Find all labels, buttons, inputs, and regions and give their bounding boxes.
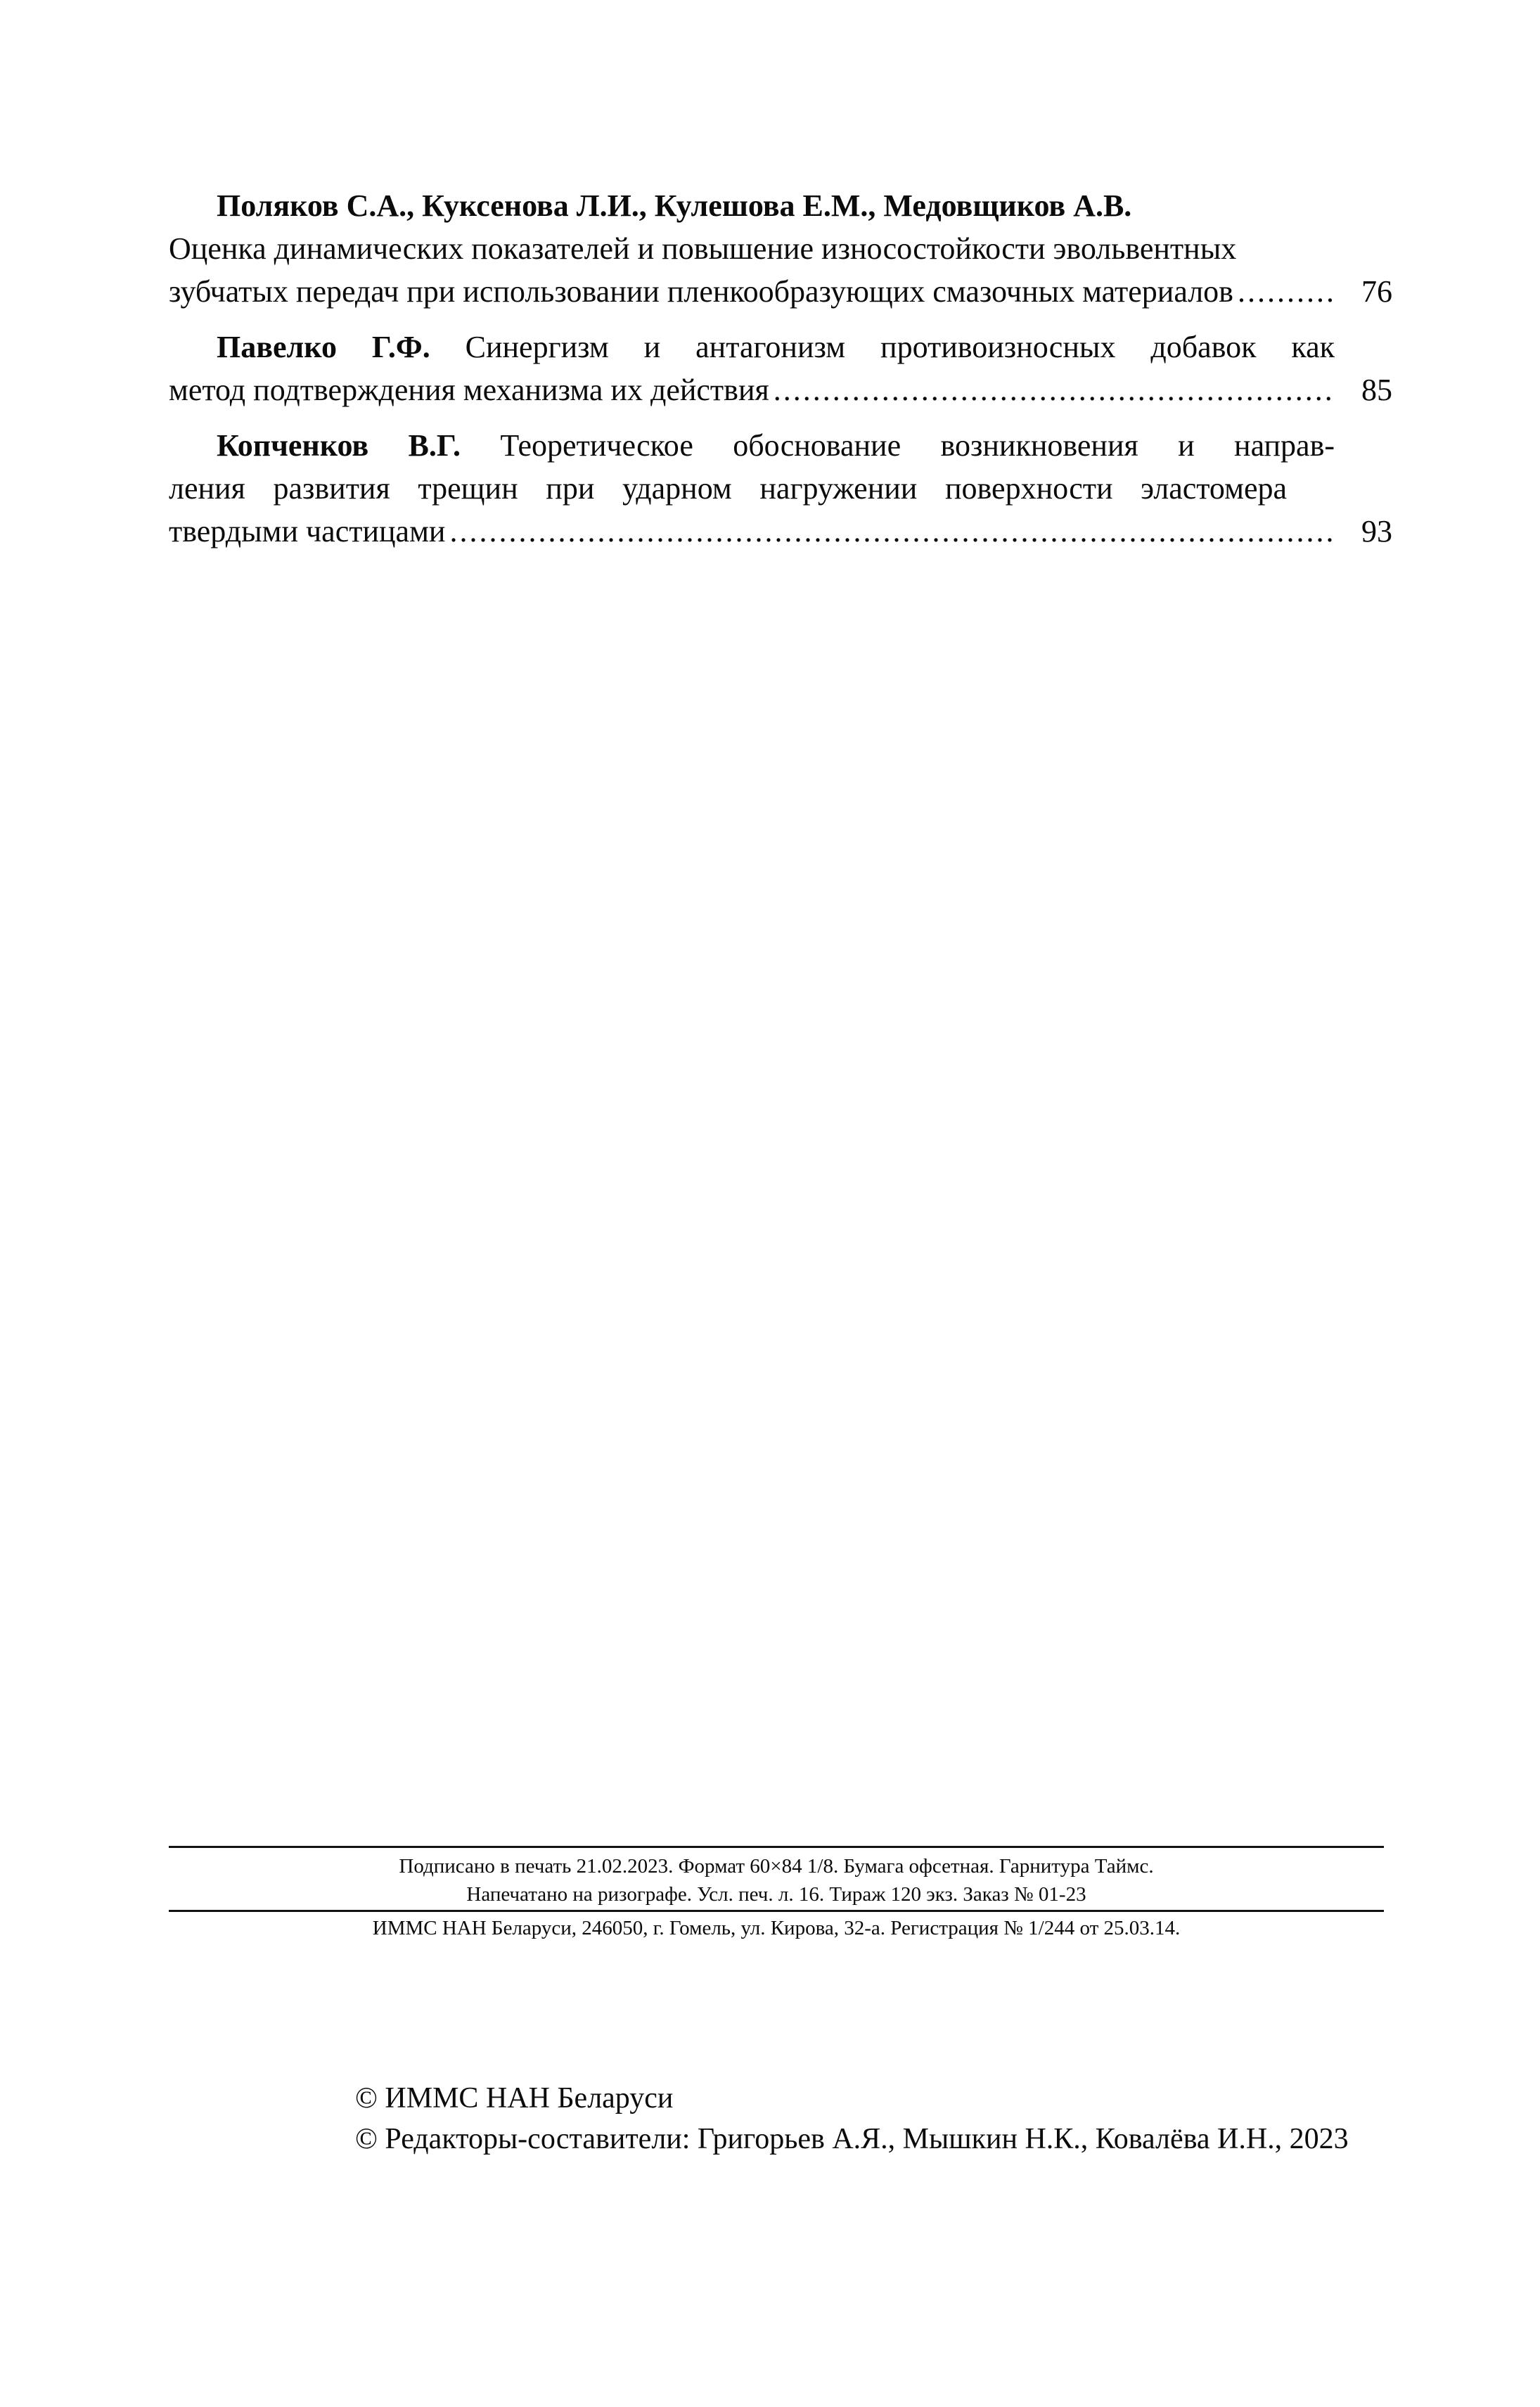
toc-entry-heading-line	[169, 326, 1335, 368]
toc-entry-authors: Павелко Г.Ф.	[217, 330, 430, 364]
copyright-block	[355, 2078, 1349, 2159]
toc-entry-polyakov	[169, 184, 1470, 313]
copyright-line: © Редакторы-составители: Григорьев А.Я., Мышкин Н.К., Ковалёва И.Н., 2023	[355, 2123, 1349, 2155]
dot-leader	[1238, 270, 1332, 313]
dot-leader	[774, 368, 1332, 411]
toc-entry-heading-line	[169, 424, 1335, 467]
imprint-publisher	[169, 1914, 1384, 1942]
toc-entry-title-line: твердыми частицами	[169, 514, 446, 548]
toc-entry-title-line: метод подтверждения механизма их действия	[169, 373, 769, 407]
imprint-line: Напечатано на ризографе. Усл. печ. л. 16. Тираж 120 экз. Заказ № 01-23	[466, 1883, 1086, 1906]
dot-leader	[449, 510, 1332, 553]
toc-entry-leader-line	[169, 270, 1392, 313]
toc-entry-authors: Поляков С.А., Куксенова Л.И., Кулешова Е.М., Медовщиков А.В.	[217, 188, 1132, 223]
toc-entry-title-line: Синергизм и антагонизм противоизносных добавок как	[465, 330, 1335, 364]
toc-entry-page-number: 76	[1361, 274, 1392, 309]
toc-entry-title-line: зубчатых передач при использовании пленкообразующих смазочных материалов	[169, 274, 1233, 309]
toc-entry-page-number: 85	[1361, 373, 1392, 407]
toc-entry-leader-line	[169, 368, 1392, 411]
imprint-middle-rule	[169, 1910, 1384, 1912]
toc-entry-leader-line	[169, 510, 1392, 553]
toc-entry-authors: Копченков В.Г.	[217, 428, 461, 463]
copyright-line: © ИММС НАН Беларуси	[355, 2082, 674, 2114]
imprint-top-rule	[169, 1846, 1384, 1848]
imprint-block	[169, 1852, 1384, 1908]
toc-entry-title-line: ления развития трещин при ударном нагружении поверхности эластомера	[169, 471, 1287, 506]
toc-entry-kopchenkov	[169, 424, 1470, 553]
toc-entry-title-line: Теоретическое обоснование возникновения и направ-	[500, 428, 1335, 463]
toc-entry-pavelko	[169, 326, 1470, 411]
table-of-contents	[169, 184, 1470, 565]
toc-entry-page-number: 93	[1361, 514, 1392, 548]
imprint-line: ИММС НАН Беларуси, 246050, г. Гомель, ул. Кирова, 32-а. Регистрация № 1/244 от 25.03.14.	[372, 1917, 1181, 1939]
toc-entry-title-line: Оценка динамических показателей и повышение износостойкости эвольвентных	[169, 231, 1237, 266]
imprint-line: Подписано в печать 21.02.2023. Формат 60×84 1/8. Бумага офсетная. Гарнитура Таймс.	[399, 1855, 1154, 1878]
